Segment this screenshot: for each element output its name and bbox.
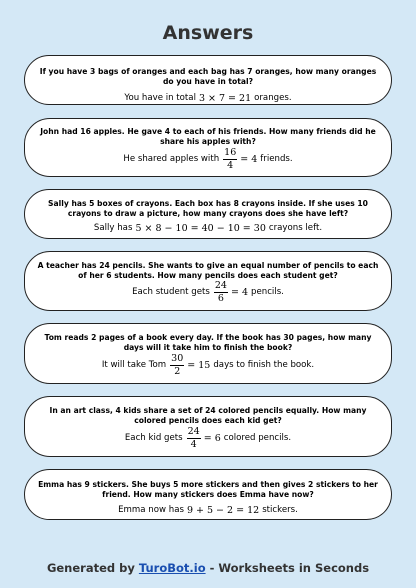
question-text: John had 16 apples. He gave 4 to each of his friends. How many friends did he share his apples with? xyxy=(40,127,376,146)
answer-line xyxy=(35,281,381,304)
turobot-link[interactable]: TuroBot.io xyxy=(138,561,206,575)
answer-prefix: He shared apples with xyxy=(123,154,220,165)
answer-suffix: days to finish the book. xyxy=(213,360,315,371)
fraction-result: = 6 xyxy=(203,432,221,444)
footer xyxy=(0,561,416,575)
answer-prefix: Each kid gets xyxy=(124,433,183,444)
fraction-denominator: 6 xyxy=(217,292,224,304)
fraction-result: = 4 xyxy=(240,153,258,165)
answer-line xyxy=(35,354,381,377)
answer-prefix: It will take Tom xyxy=(101,360,167,371)
question-text: Emma has 9 stickers. She buys 5 more stickers and then gives 2 stickers to her friend. How many stickers does Emma have now? xyxy=(38,480,378,499)
answer-fraction xyxy=(187,427,201,450)
question-text: Sally has 5 boxes of crayons. Each box has 8 crayons inside. If she uses 10 crayons to draw a picture, how many crayons does she have left? xyxy=(48,199,368,218)
answer-prefix: Each student gets xyxy=(132,287,210,298)
fraction-numerator: 24 xyxy=(214,279,227,291)
question-text: In an art class, 4 kids share a set of 24 colored pencils equally. How many colored pencils does each kid get? xyxy=(49,406,367,425)
answer-prefix: Sally has xyxy=(93,223,133,234)
fraction-numerator: 30 xyxy=(171,352,184,364)
answer-suffix: pencils. xyxy=(251,287,284,298)
problem-card-3 xyxy=(24,189,392,239)
answer-prefix: Emma now has xyxy=(118,505,184,516)
question-text: If you have 3 bags of oranges and each bag has 7 oranges, how many oranges do you have in total? xyxy=(39,67,377,86)
answer-prefix: You have in total xyxy=(124,93,196,104)
fraction-numerator: 16 xyxy=(224,146,237,158)
answer-line xyxy=(35,148,381,171)
problem-card-4 xyxy=(24,251,392,311)
answer-fraction xyxy=(223,148,237,171)
answer-line xyxy=(35,505,381,516)
answer-suffix: stickers. xyxy=(262,505,298,516)
answer-math: 9 + 5 − 2 = 12 xyxy=(186,504,260,516)
answer-line xyxy=(35,223,381,234)
problem-card-7 xyxy=(24,469,392,520)
answer-fraction xyxy=(170,354,184,377)
problem-card-2 xyxy=(24,118,392,177)
answer-suffix: oranges. xyxy=(254,93,292,104)
problem-card-6 xyxy=(24,396,392,457)
fraction-denominator: 4 xyxy=(227,159,234,171)
answer-suffix: crayons left. xyxy=(268,223,323,234)
answer-math: 3 × 7 = 21 xyxy=(198,92,252,104)
answer-suffix: colored pencils. xyxy=(223,433,292,444)
answer-line xyxy=(35,93,381,104)
footer-suffix: - Worksheets in Seconds xyxy=(209,561,370,575)
answer-fraction xyxy=(214,281,228,304)
fraction-denominator: 4 xyxy=(190,438,197,450)
page-title: Answers xyxy=(162,22,254,44)
question-text: A teacher has 24 pencils. She wants to give an equal number of pencils to each of her 6 students. How many pencils does each student get? xyxy=(37,261,379,280)
answer-math: 5 × 8 − 10 = 40 − 10 = 30 xyxy=(135,222,266,234)
answer-suffix: friends. xyxy=(260,154,293,165)
fraction-result: = 4 xyxy=(230,286,248,298)
footer-prefix: Generated by xyxy=(46,561,135,575)
answer-line xyxy=(35,427,381,450)
question-text: Tom reads 2 pages of a book every day. If the book has 30 pages, how many days will it take him to finish the book? xyxy=(44,333,372,352)
fraction-denominator: 2 xyxy=(174,365,181,377)
problem-card-5 xyxy=(24,323,392,384)
fraction-numerator: 24 xyxy=(187,425,200,437)
problem-card-1 xyxy=(24,55,392,105)
fraction-result: = 15 xyxy=(187,359,211,371)
